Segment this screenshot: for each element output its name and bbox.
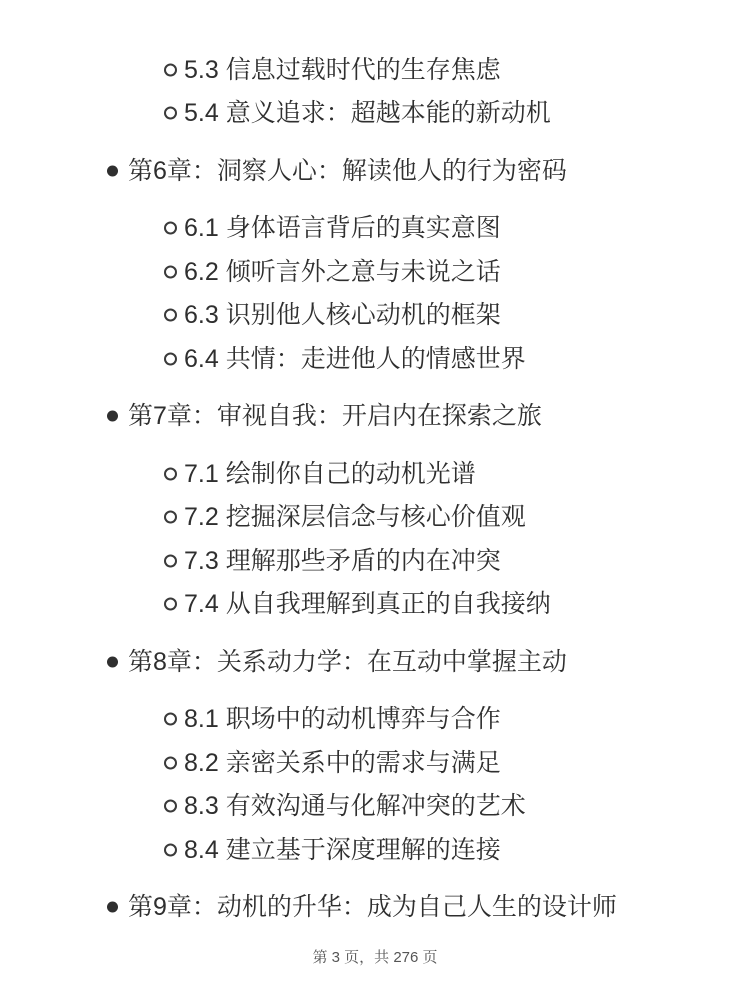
- toc-sub-item: [0, 698, 750, 742]
- circle-bullet-icon: [164, 467, 177, 480]
- toc-sub-label: 7.2 挖掘深层信念与核心价值观: [184, 503, 526, 532]
- circle-bullet-icon: [164, 756, 177, 769]
- toc-sub-label: 6.4 共情：走进他人的情感世界: [184, 344, 526, 373]
- toc-sub-label: 8.4 建立基于深度理解的连接: [184, 835, 501, 864]
- circle-bullet-icon: [164, 598, 177, 611]
- toc-sub-item: [0, 496, 750, 540]
- toc-sub-label: 8.2 亲密关系中的需求与满足: [184, 748, 501, 777]
- circle-bullet-icon: [164, 713, 177, 726]
- disc-bullet-icon: [107, 165, 118, 176]
- circle-bullet-icon: [164, 63, 177, 76]
- toc-sub-item: [0, 337, 750, 381]
- disc-bullet-icon: [107, 902, 118, 913]
- toc-chapter-item: [0, 395, 750, 439]
- toc-sub-item: [0, 583, 750, 627]
- toc-sub-item: [0, 207, 750, 251]
- circle-bullet-icon: [164, 265, 177, 278]
- disc-bullet-icon: [107, 656, 118, 667]
- circle-bullet-icon: [164, 222, 177, 235]
- toc-sub-item: [0, 294, 750, 338]
- toc-chapter-item: [0, 640, 750, 684]
- circle-bullet-icon: [164, 511, 177, 524]
- toc-chapter-item: [0, 886, 750, 930]
- toc-sub-label: 6.3 识别他人核心动机的框架: [184, 301, 501, 330]
- toc-sub-item: [0, 785, 750, 829]
- page-number-indicator: 第 3 页，共 276 页: [312, 949, 438, 966]
- circle-bullet-icon: [164, 309, 177, 322]
- toc-sub-item: [0, 92, 750, 136]
- circle-bullet-icon: [164, 352, 177, 365]
- toc-sub-item: [0, 250, 750, 294]
- toc-sub-label: 5.4 意义追求：超越本能的新动机: [184, 99, 551, 128]
- toc-chapter-label: 第8章：关系动力学：在互动中掌握主动: [128, 647, 567, 676]
- toc-sub-label: 7.3 理解那些矛盾的内在冲突: [184, 546, 501, 575]
- circle-bullet-icon: [164, 554, 177, 567]
- toc-chapter-item: [0, 149, 750, 193]
- toc-sub-item: [0, 452, 750, 496]
- toc-sub-item: [0, 828, 750, 872]
- toc-sub-label: 8.1 职场中的动机博弈与合作: [184, 705, 501, 734]
- toc-chapter-label: 第9章：动机的升华：成为自己人生的设计师: [128, 893, 617, 922]
- toc-sub-item: [0, 48, 750, 92]
- toc-sub-label: 6.1 身体语言背后的真实意图: [184, 214, 501, 243]
- toc-sub-label: 8.3 有效沟通与化解冲突的艺术: [184, 792, 526, 821]
- toc-sub-item: [0, 741, 750, 785]
- toc-sub-label: 6.2 倾听言外之意与未说之话: [184, 257, 501, 286]
- circle-bullet-icon: [164, 107, 177, 120]
- disc-bullet-icon: [107, 411, 118, 422]
- toc-chapter-label: 第7章：审视自我：开启内在探索之旅: [128, 402, 542, 431]
- circle-bullet-icon: [164, 843, 177, 856]
- circle-bullet-icon: [164, 800, 177, 813]
- toc-chapter-label: 第6章：洞察人心：解读他人的行为密码: [128, 156, 567, 185]
- toc-sub-label: 5.3 信息过载时代的生存焦虑: [184, 55, 501, 84]
- toc-sub-label: 7.1 绘制你自己的动机光谱: [184, 459, 476, 488]
- toc-sub-item: [0, 539, 750, 583]
- toc-sub-label: 7.4 从自我理解到真正的自我接纳: [184, 590, 551, 619]
